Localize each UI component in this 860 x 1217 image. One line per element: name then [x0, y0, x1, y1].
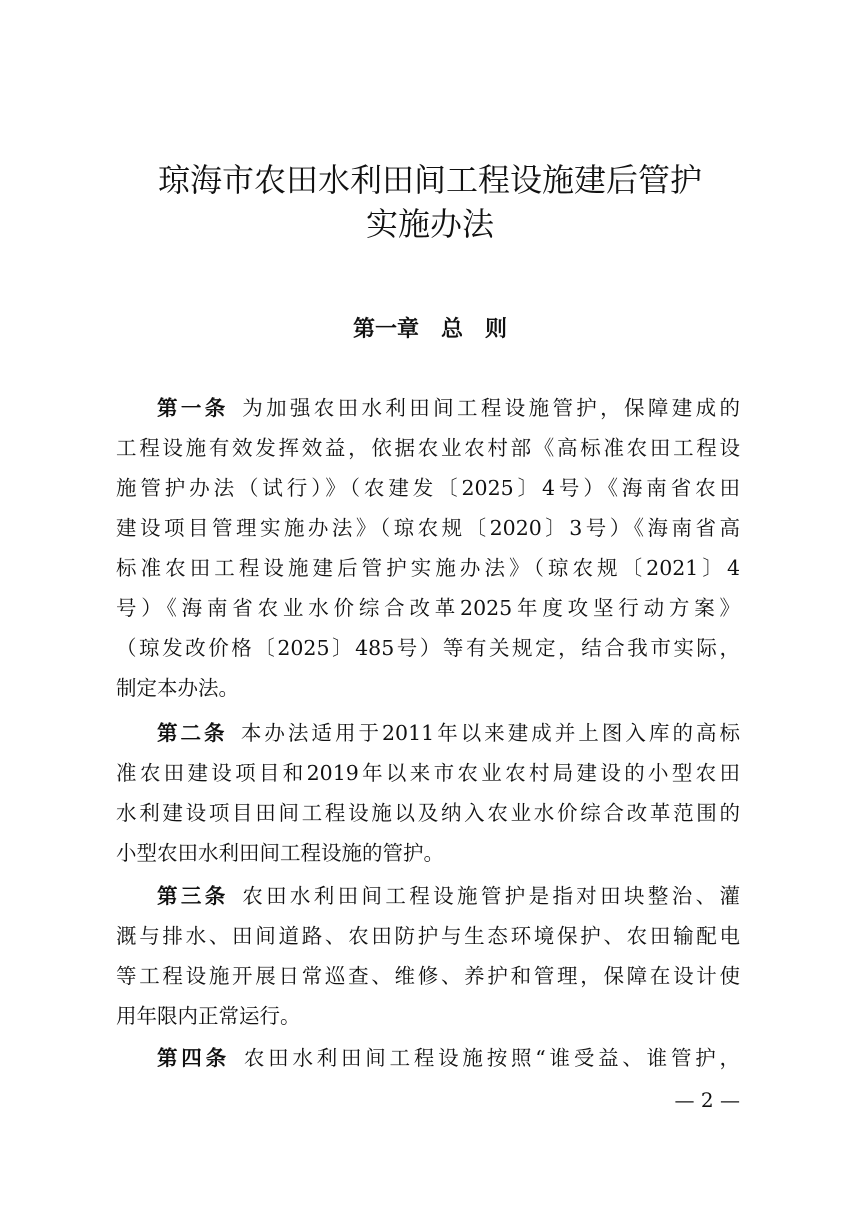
article-1-line: 标准农田工程设施建后管护实施办法》（琼农规〔2021〕4 [116, 556, 740, 580]
article-4-text: 农田水利田间工程设施按照“谁受益、谁管护， [240, 1046, 741, 1070]
article-4-label: 第四条 [157, 1046, 230, 1070]
article-3-line: 溉与排水、田间道路、农田防护与生态环境保护、农田输配电 [116, 924, 740, 948]
document-title [0, 158, 860, 246]
article-1-line: （琼发改价格〔2025〕485号）等有关规定，结合我市实际， [116, 636, 740, 660]
article-1-line-1 [116, 390, 740, 426]
article-2-line: 准农田建设项目和2019年以来市农业农村局建设的小型农田 [116, 761, 740, 785]
article-1-text: 为加强农田水利田间工程设施管护，保障建成的 [238, 396, 740, 420]
chapter-heading: 第一章 总 则 [352, 317, 507, 342]
article-3-label: 第三条 [157, 884, 229, 908]
article-4-line-1 [116, 1040, 740, 1076]
article-3-line-1 [116, 878, 740, 914]
title-line-2: 实施办法 [365, 205, 494, 243]
article-1-line: 制定本办法。 [116, 676, 239, 700]
article-3-line: 用年限内正常运行。 [116, 1004, 301, 1028]
article-1-label: 第一条 [157, 396, 229, 420]
article-2-line-1 [116, 715, 740, 751]
article-2-line: 水利建设项目田间工程设施以及纳入农业水价综合改革范围的 [116, 801, 740, 825]
article-2-text: 本办法适用于2011年以来建成并上图入库的高标 [237, 721, 741, 745]
page-number: — 2 — [674, 1088, 740, 1112]
article-2-label: 第二条 [157, 721, 228, 745]
article-1-line: 号）《海南省农业水价综合改革2025年度攻坚行动方案》 [116, 596, 740, 620]
article-3-text: 农田水利田间工程设施管护是指对田块整治、灌 [238, 884, 740, 908]
article-1-line: 建设项目管理实施办法》（琼农规〔2020〕3号）《海南省高 [116, 516, 740, 540]
article-1-line: 工程设施有效发挥效益，依据农业农村部《高标准农田工程设 [116, 436, 740, 460]
article-2-line: 小型农田水利田间工程设施的管护。 [116, 841, 444, 865]
article-1-line: 施管护办法（试行）》（农建发〔2025〕4号）《海南省农田 [116, 476, 740, 500]
article-3-line: 等工程设施开展日常巡查、维修、养护和管理，保障在设计使 [116, 964, 740, 988]
title-line-1: 琼海市农田水利田间工程设施建后管护 [157, 161, 702, 199]
